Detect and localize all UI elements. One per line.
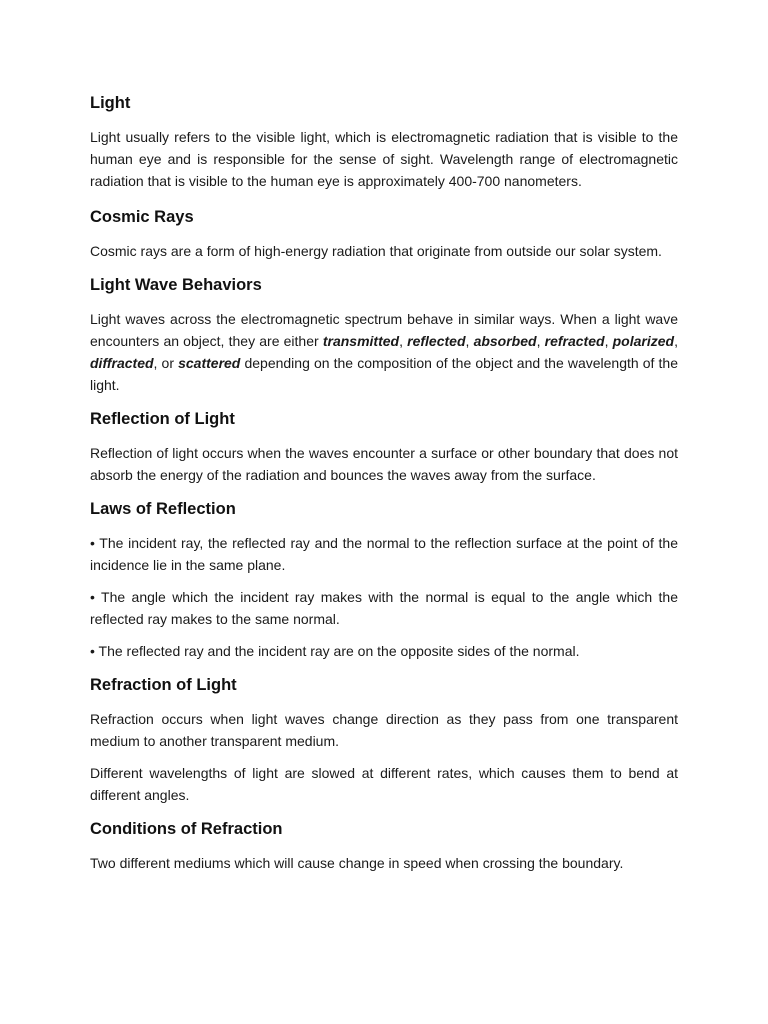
heading-light: Light xyxy=(90,94,131,112)
paragraph-light-wave-behaviors xyxy=(90,308,678,396)
separator: , xyxy=(604,333,613,349)
separator: , xyxy=(674,333,678,349)
paragraph-conditions-of-refraction: Two different mediums which will cause change in speed when crossing the boundary. xyxy=(90,855,624,871)
heading-light-wave-behaviors: Light Wave Behaviors xyxy=(90,276,262,294)
term-absorbed: absorbed xyxy=(473,333,537,349)
law-bullet-2: • The angle which the incident ray makes with the normal is equal to the angle which the reflected ray makes to the same normal. xyxy=(90,589,678,627)
paragraph-light: Light usually refers to the visible light, which is electromagnetic radiation that is visible to the human eye and is responsible for the sense of sight. Wavelength range of electromagnetic radiation that is visible to the human eye is approximately 400-700 nanometers. xyxy=(90,129,678,189)
heading-refraction-of-light: Refraction of Light xyxy=(90,676,237,694)
paragraph-refraction-1: Refraction occurs when light waves change direction as they pass from one transparent medium to another transparent medium. xyxy=(90,711,678,749)
separator: , xyxy=(399,333,408,349)
section-light-wave-behaviors xyxy=(90,274,678,396)
law-bullet-1: • The incident ray, the reflected ray and the normal to the reflection surface at the point of the incidence lie in the same plane. xyxy=(90,535,678,573)
section-light xyxy=(90,92,678,192)
paragraph-reflection-of-light: Reflection of light occurs when the waves encounter a surface or other boundary that does not absorb the energy of the radiation and bounces the waves away from the surface. xyxy=(90,445,678,483)
paragraph-cosmic-rays: Cosmic rays are a form of high-energy radiation that originate from outside our solar system. xyxy=(90,243,662,259)
term-reflected: reflected xyxy=(407,333,466,349)
law-bullet-3: • The reflected ray and the incident ray are on the opposite sides of the normal. xyxy=(90,643,580,659)
section-reflection-of-light xyxy=(90,408,678,486)
heading-laws-of-reflection: Laws of Reflection xyxy=(90,500,236,518)
section-cosmic-rays xyxy=(90,206,678,262)
term-scattered: scattered xyxy=(178,355,241,371)
term-diffracted: diffracted xyxy=(90,355,154,371)
heading-conditions-of-refraction: Conditions of Refraction xyxy=(90,820,283,838)
section-refraction-of-light xyxy=(90,674,678,806)
behaviors-intro: Light waves across the electromagnetic spectrum behave in similar ways. When a light wave encounters an object, they are either xyxy=(90,311,678,349)
paragraph-refraction-2: Different wavelengths of light are slowed at different rates, which causes them to bend at different angles. xyxy=(90,765,678,803)
behaviors-outro: depending on the composition of the object and the wavelength of the light. xyxy=(90,355,678,393)
term-refracted: refracted xyxy=(544,333,605,349)
heading-cosmic-rays: Cosmic Rays xyxy=(90,208,194,226)
separator: , xyxy=(536,333,545,349)
term-transmitted: transmitted xyxy=(322,333,400,349)
section-conditions-of-refraction xyxy=(90,818,678,874)
separator-or: , or xyxy=(153,355,179,371)
heading-reflection-of-light: Reflection of Light xyxy=(90,410,235,428)
separator: , xyxy=(465,333,474,349)
section-laws-of-reflection xyxy=(90,498,678,662)
term-polarized: polarized xyxy=(612,333,675,349)
